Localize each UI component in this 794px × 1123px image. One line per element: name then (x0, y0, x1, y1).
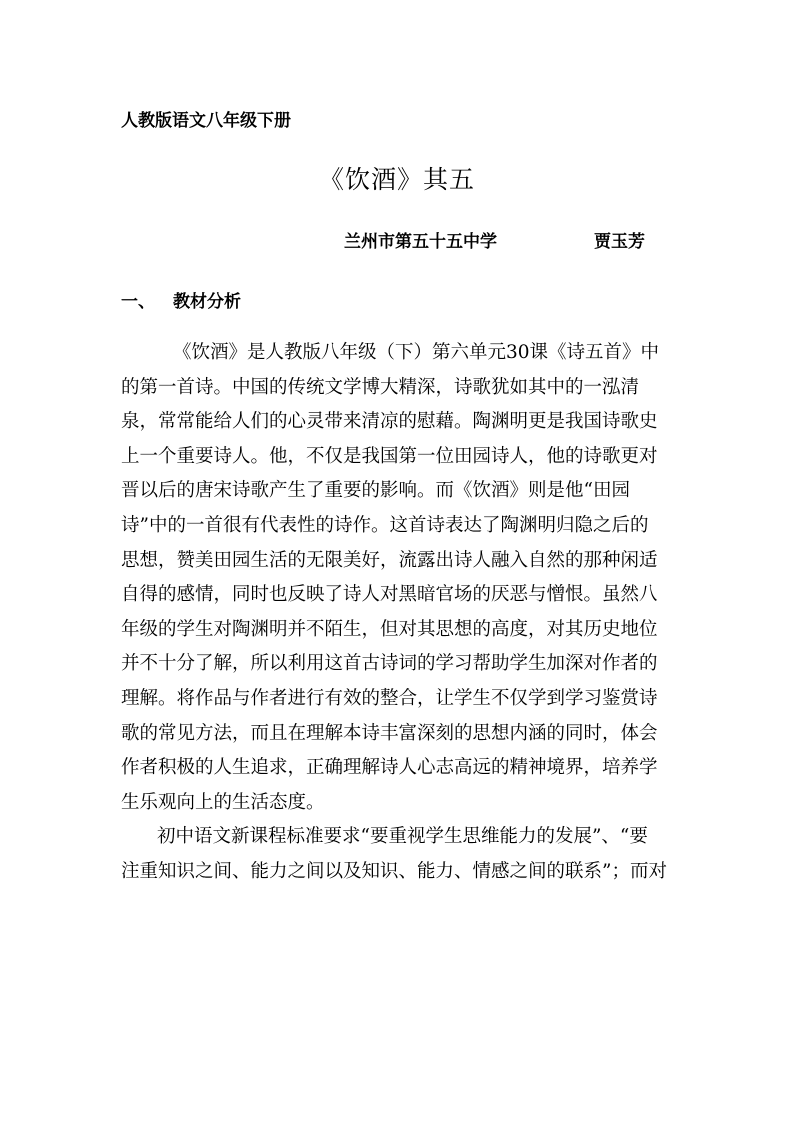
school-name: 兰州市第五十五中学 (344, 232, 497, 252)
paragraph-line: 思想，赞美田园生活的无限美好，流露出诗人融入自然的那种闲适 (121, 549, 658, 571)
document-header: 人教版语文八年级下册 (121, 111, 291, 131)
paragraph-line: 歌的常见方法，而且在理解本诗丰富深刻的思想内涵的同时，体会 (121, 722, 658, 744)
paragraph-line: 诗”中的一首很有代表性的诗作。这首诗表达了陶渊明归隐之后的 (121, 514, 649, 536)
paragraph-line: 初中语文新课程标准要求“要重视学生思维能力的发展”、“要 (157, 826, 648, 848)
paragraph-line: 作者积极的人生追求，正确理解诗人心志高远的精神境界，培养学 (121, 757, 658, 779)
paragraph-line: 理解。将作品与作者进行有效的整合，让学生不仅学到学习鉴赏诗 (121, 687, 658, 709)
section-number: 一、 (121, 292, 155, 312)
paragraph-line: 注重知识之间、能力之间以及知识、能力、情感之间的联系”；而对 (121, 860, 667, 882)
paragraph-line: 晋以后的唐宋诗歌产生了重要的影响。而《饮酒》则是他“田园 (121, 480, 630, 502)
author-name: 贾玉芳 (594, 232, 645, 252)
body-text (121, 336, 681, 890)
section-heading (121, 287, 241, 312)
paragraph-line: 并不十分了解，所以利用这首古诗词的学习帮助学生加深对作者的 (121, 653, 658, 675)
paragraph-line: 生乐观向上的生活态度。 (121, 791, 325, 813)
paragraph-line: 的第一首诗。中国的传统文学博大精深，诗歌犹如其中的一泓清 (121, 376, 640, 398)
document-title: 《饮酒》其五 (318, 165, 475, 194)
section-title: 教材分析 (173, 292, 241, 312)
paragraph-line: 年级的学生对陶渊明并不陌生，但对其思想的高度，对其历史地位 (121, 618, 658, 640)
paragraph-line: 上一个重要诗人。他，不仅是我国第一位田园诗人，他的诗歌更对 (121, 445, 658, 467)
paragraph-line: 自得的感情，同时也反映了诗人对黑暗官场的厌恶与憎恨。虽然八 (121, 584, 658, 606)
paragraph-line: 《饮酒》是人教版八年级（下）第六单元30课《诗五首》中 (173, 342, 660, 363)
paragraph-line: 泉，常常能给人们的心灵带来清凉的慰藉。陶渊明更是我国诗歌史 (121, 411, 658, 433)
